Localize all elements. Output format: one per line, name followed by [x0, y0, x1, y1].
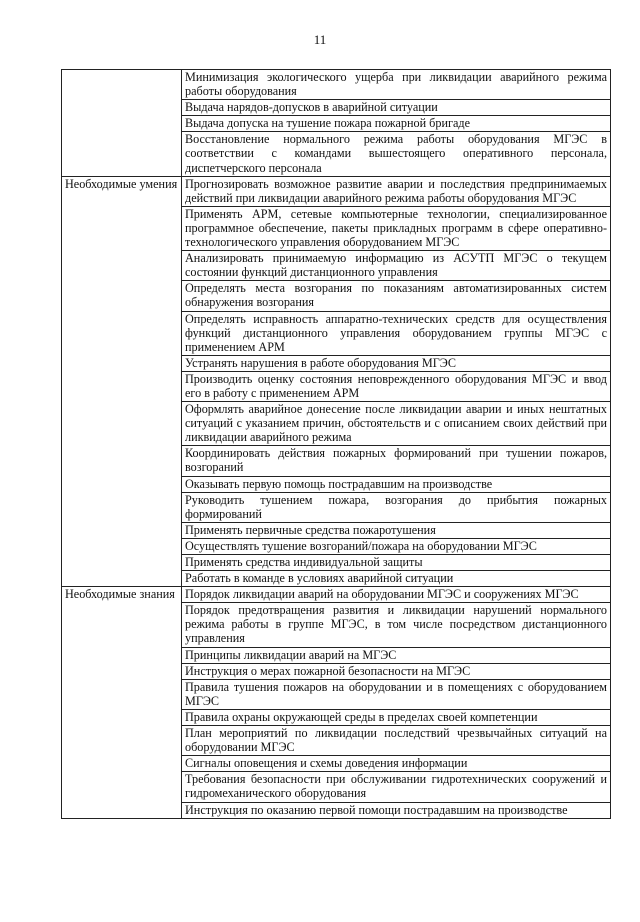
requirement-item: План мероприятий по ликвидации последствий чрезвычайных ситуаций на оборудовании МГЭС: [182, 726, 611, 756]
requirement-item: Оказывать первую помощь пострадавшим на производстве: [182, 476, 611, 492]
requirement-item: Принципы ликвидации аварий на МГЭС: [182, 647, 611, 663]
requirement-item: Правила охраны окружающей среды в пределах своей компетенции: [182, 709, 611, 725]
requirement-item: Сигналы оповещения и схемы доведения информации: [182, 756, 611, 772]
requirement-item: Производить оценку состояния неповрежденного оборудования МГЭС и ввод его в работу с применением АРМ: [182, 371, 611, 401]
requirement-item: Выдача допуска на тушение пожара пожарной бригаде: [182, 116, 611, 132]
requirement-item: Работать в команде в условиях аварийной ситуации: [182, 571, 611, 587]
requirement-item: Определять исправность аппаратно-технических средств для осуществления функций дистанционного управления оборудованием группы МГЭС с применением АРМ: [182, 311, 611, 355]
section-label: Необходимые знания: [62, 587, 182, 818]
requirement-item: Порядок предотвращения развития и ликвидации нарушений нормального режима работы в группе МГЭС, в том числе посредством дистанционного управления: [182, 603, 611, 647]
requirement-item: Применять первичные средства пожаротушения: [182, 522, 611, 538]
requirement-item: Выдача нарядов-допусков в аварийной ситуации: [182, 100, 611, 116]
section-label: Необходимые умения: [62, 176, 182, 587]
requirement-item: Применять АРМ, сетевые компьютерные технологии, специализированное программное обеспечение, пакеты прикладных программ в сфере оперативно-технологического управления оборудованием МГЭС: [182, 206, 611, 250]
requirement-item: Устранять нарушения в работе оборудования МГЭС: [182, 355, 611, 371]
requirement-item: Оформлять аварийное донесение после ликвидации аварии и иных нештатных ситуаций с указанием причин, обстоятельств и с описанием своих действий при ликвидации аварийного режима: [182, 402, 611, 446]
requirement-item: Восстановление нормального режима работы оборудования МГЭС в соответствии с командами вышестоящего оперативного персонала, диспетчерского персонала: [182, 132, 611, 176]
table-row: [62, 70, 611, 100]
requirement-item: Правила тушения пожаров на оборудовании и в помещениях с оборудованием МГЭС: [182, 679, 611, 709]
requirement-item: Инструкция о мерах пожарной безопасности на МГЭС: [182, 663, 611, 679]
requirement-item: Осуществлять тушение возгораний/пожара на оборудовании МГЭС: [182, 538, 611, 554]
requirement-item: Требования безопасности при обслуживании гидротехнических сооружений и гидромеханического оборудования: [182, 772, 611, 802]
section-label: [62, 70, 182, 177]
requirement-item: Анализировать принимаемую информацию из АСУТП МГЭС о текущем состоянии функций дистанционного управления: [182, 251, 611, 281]
table-row: [62, 587, 611, 603]
page-number: 11: [313, 32, 327, 47]
requirements-table: [61, 69, 611, 819]
requirement-item: Инструкция по оказанию первой помощи пострадавшим на производстве: [182, 802, 611, 818]
requirement-item: Порядок ликвидации аварий на оборудовании МГЭС и сооружениях МГЭС: [182, 587, 611, 603]
requirement-item: Применять средства индивидуальной защиты: [182, 555, 611, 571]
requirements-table-body: [62, 70, 611, 819]
requirement-item: Руководить тушением пожара, возгорания до прибытия пожарных формирований: [182, 492, 611, 522]
requirement-item: Координировать действия пожарных формирований при тушении пожаров, возгораний: [182, 446, 611, 476]
requirement-item: Прогнозировать возможное развитие аварии и последствия предпринимаемых действий при ликвидации аварийного режима работы оборудования МГЭС: [182, 176, 611, 206]
requirement-item: Определять места возгорания по показаниям автоматизированных систем обнаружения возгорания: [182, 281, 611, 311]
table-row: [62, 176, 611, 206]
requirement-item: Минимизация экологического ущерба при ликвидации аварийного режима работы оборудования: [182, 70, 611, 100]
